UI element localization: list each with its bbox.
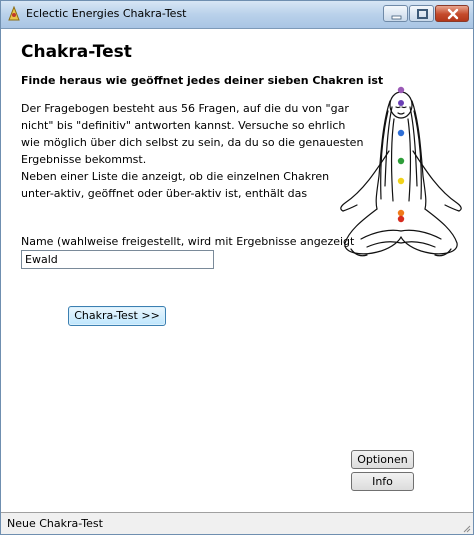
- sacral-chakra-dot: [398, 210, 404, 216]
- crown-chakra-dot: [398, 87, 404, 93]
- title-bar[interactable]: [1, 1, 473, 29]
- results-paragraph: [21, 168, 329, 202]
- intro-line: wie möglich über dich selbst zu sein, da du so die genauesten: [21, 136, 364, 149]
- intro-line: Ergebnisse bekommst.: [21, 153, 147, 166]
- minimize-button[interactable]: [383, 5, 408, 22]
- page-title: Chakra-Test: [21, 42, 132, 62]
- results-line: unter-aktiv, geöffnet oder über-aktiv ist, enthält das: [21, 187, 308, 200]
- root-chakra-dot: [398, 216, 404, 222]
- chakra-test-button[interactable]: Chakra-Test >>: [68, 306, 166, 326]
- intro-line: Der Fragebogen besteht aus 56 Fragen, auf die du von "gar: [21, 102, 349, 115]
- status-text: Neue Chakra-Test: [7, 517, 103, 530]
- close-icon: [436, 6, 470, 23]
- name-field-label: Name (wahlweise freigestellt, wird mit Ergebnisse angezeigt: [21, 235, 355, 248]
- window-title: Eclectic Energies Chakra-Test: [26, 7, 187, 20]
- third-eye-chakra-dot: [398, 100, 404, 106]
- intro-paragraph: [21, 100, 363, 168]
- info-button[interactable]: Info: [351, 472, 414, 491]
- heart-chakra-dot: [398, 158, 404, 164]
- app-icon: [7, 6, 21, 22]
- page-subtitle: Finde heraus wie geöffnet jedes deiner sieben Chakren ist: [21, 74, 384, 87]
- name-input[interactable]: [21, 250, 214, 269]
- status-bar: [1, 512, 473, 535]
- minimize-icon: [384, 6, 409, 23]
- intro-line: nicht" bis "definitiv" antworten kannst. Versuche so ehrlich: [21, 119, 346, 132]
- close-button[interactable]: [435, 5, 469, 22]
- main-content: [1, 29, 473, 512]
- maximize-icon: [410, 6, 435, 23]
- throat-chakra-dot: [398, 130, 404, 136]
- maximize-button[interactable]: [409, 5, 434, 22]
- solar-plexus-chakra-dot: [398, 178, 404, 184]
- options-button[interactable]: Optionen: [351, 450, 414, 469]
- results-line: Neben einer Liste die anzeigt, ob die einzelnen Chakren: [21, 170, 330, 183]
- resize-grip-icon[interactable]: [461, 523, 471, 533]
